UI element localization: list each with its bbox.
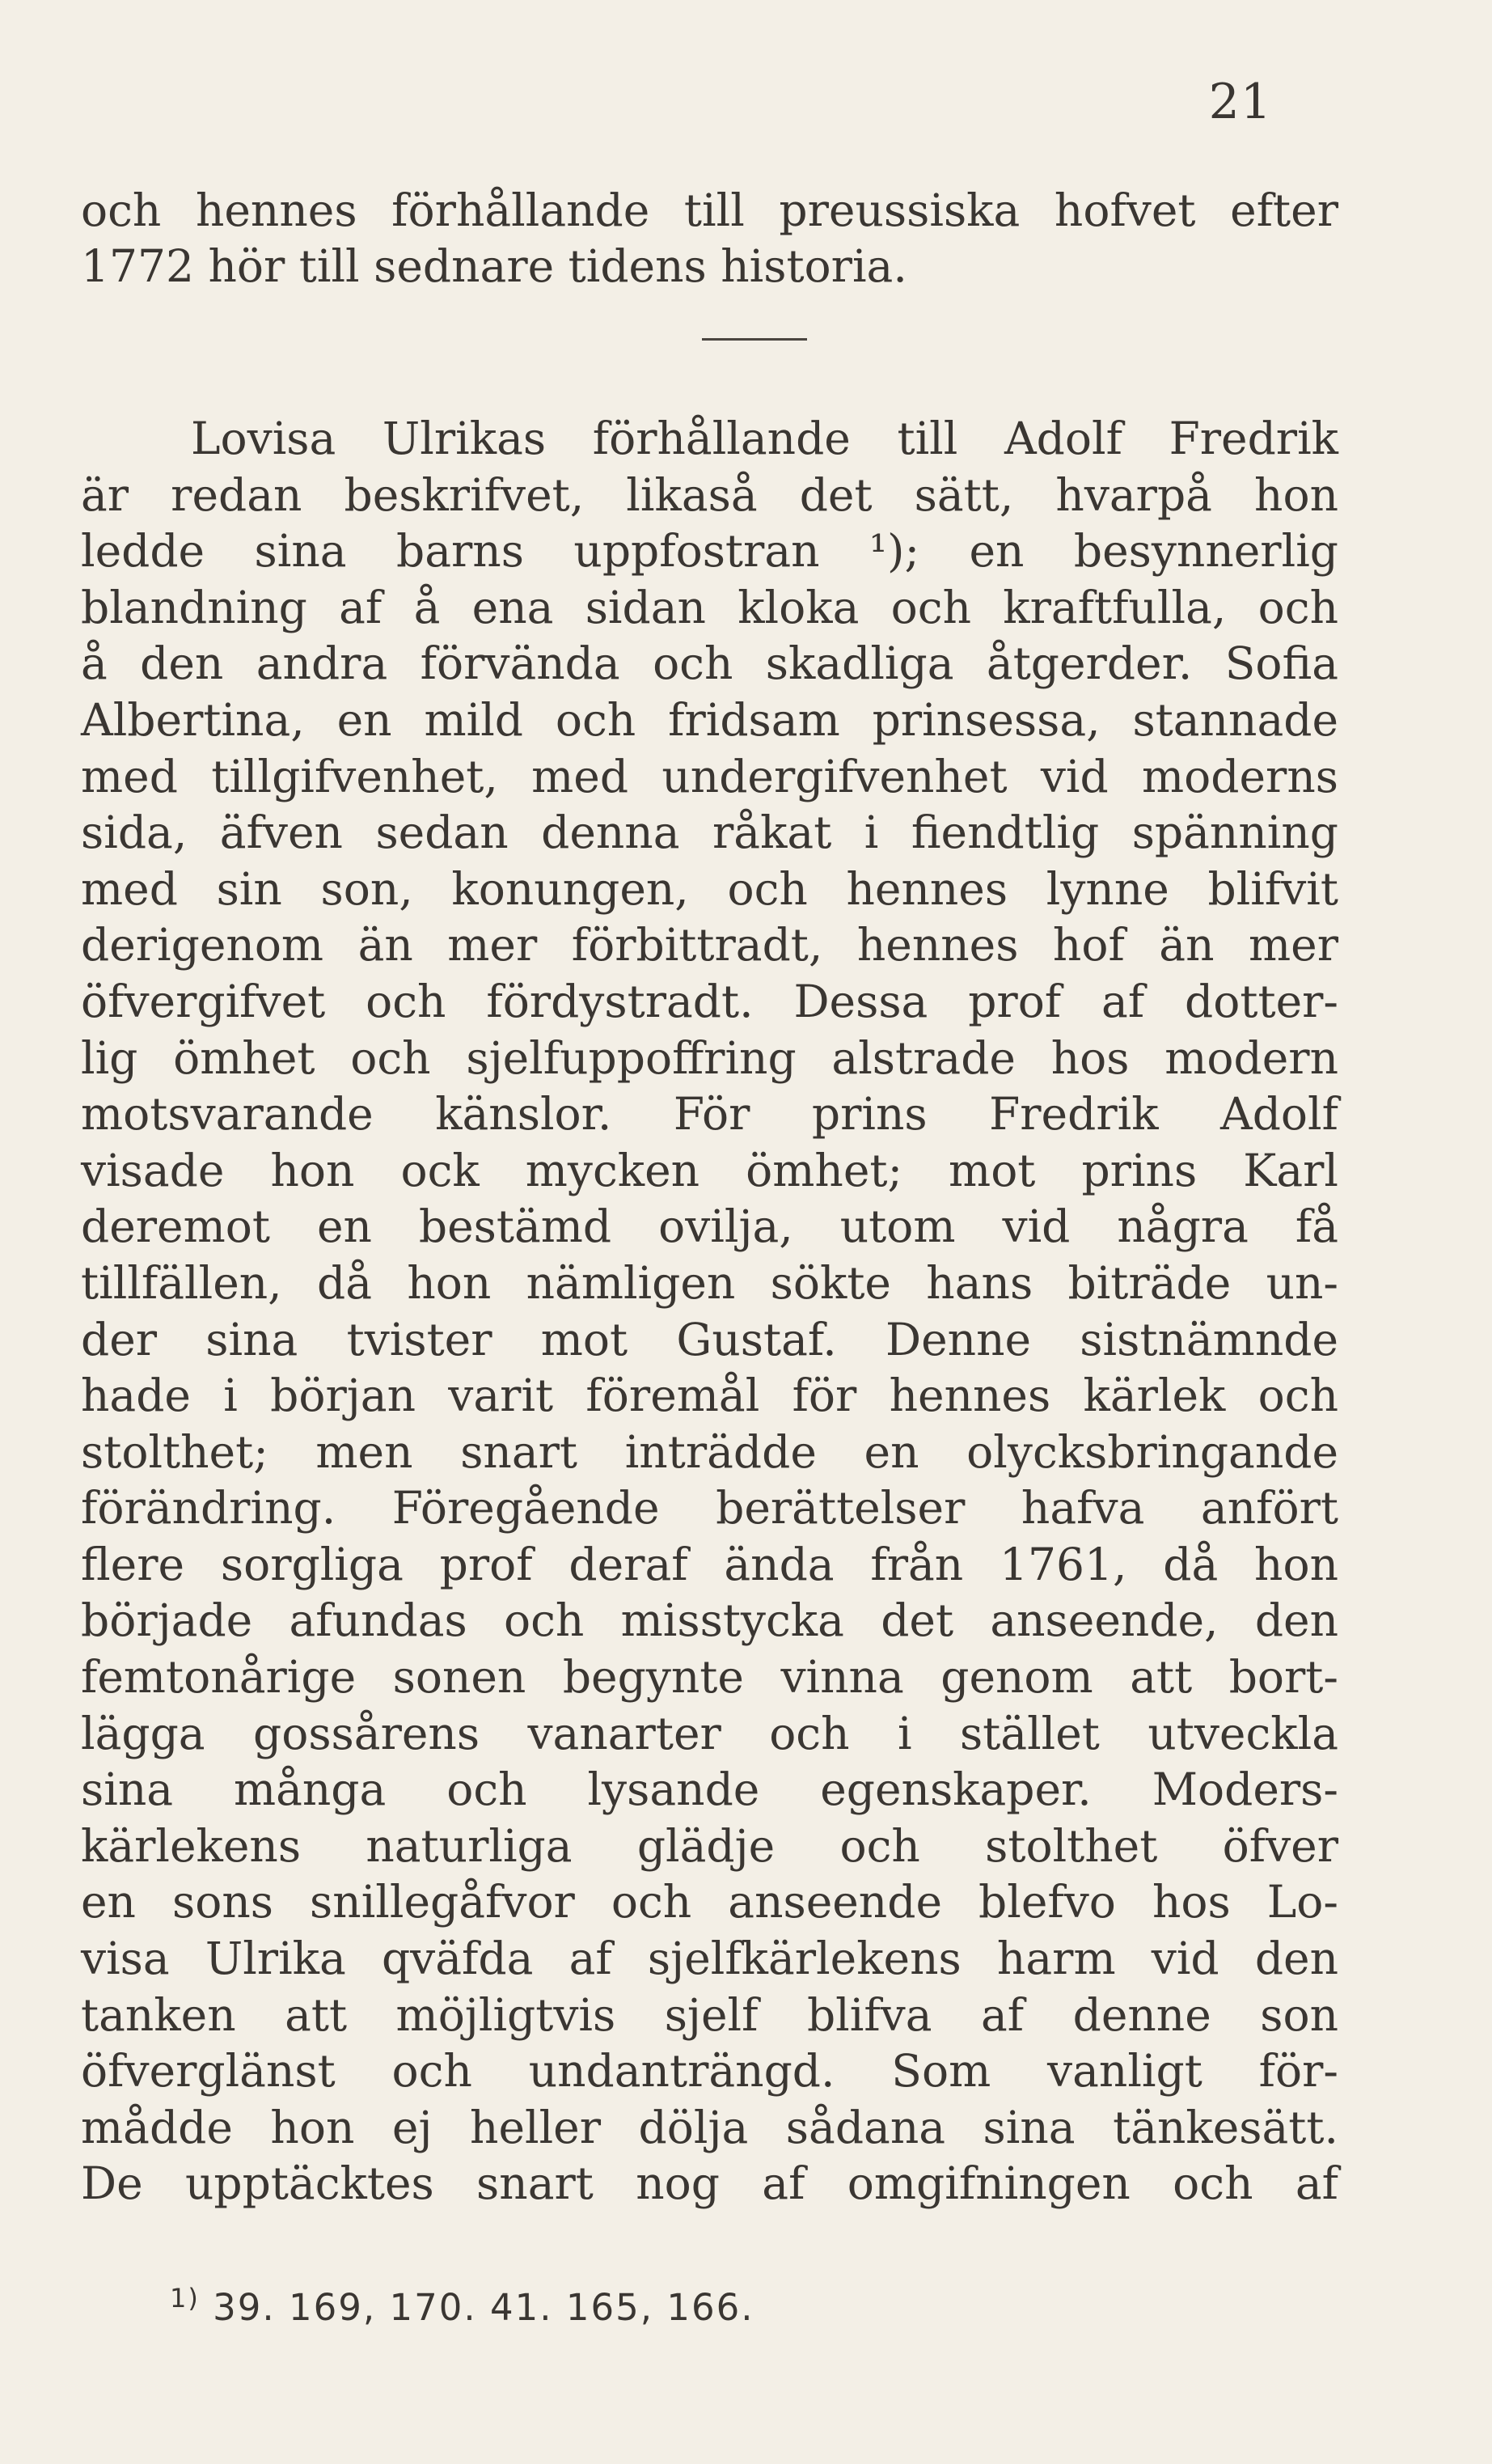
footnote	[170, 2283, 754, 2329]
text-line: och hennes förhållande till preussiska hofvet efter	[81, 184, 1338, 236]
text-line: motsvarande känslor. För prins Fredrik Adolf	[81, 1088, 1338, 1141]
text-line: en sons snillegåfvor och anseende blefvo hos Lo-	[81, 1876, 1338, 1928]
text-line: deremot en bestämd ovilja, utom vid några få	[81, 1200, 1338, 1253]
text-line: lägga gossårens vanarter och i stället utveckla	[81, 1707, 1338, 1759]
text-line: öfvergifvet och fördystradt. Dessa prof af dotter-	[81, 975, 1338, 1027]
text-line: lig ömhet och sjelfuppoffring alstrade hos modern	[81, 1031, 1338, 1084]
text-line: förändring. Föregående berättelser hafva anfört	[81, 1482, 1338, 1535]
text-line: Albertina, en mild och fridsam prinsessa, stannade	[81, 693, 1338, 746]
text-line: der sina tvister mot Gustaf. Denne sistnämnde	[81, 1313, 1338, 1365]
text-line: stolthet; men snart inträdde en olycksbringande	[81, 1425, 1338, 1478]
text-line: 1772 hör till sednare tidens historia.	[81, 240, 907, 292]
text-line: med sin son, konungen, och hennes lynne blifvit	[81, 862, 1338, 915]
footnote-text: 39. 169, 170. 41. 165, 166.	[213, 2286, 754, 2329]
footnote-marker: 1)	[170, 2283, 200, 2314]
page-number: 21	[1208, 74, 1272, 130]
text-line: derigenom än mer förbittradt, hennes hof än mer	[81, 919, 1338, 972]
text-line: kärlekens naturliga glädje och stolthet öfver	[81, 1819, 1338, 1872]
text-line: ledde sina barns uppfostran ¹); en besynnerlig	[81, 525, 1338, 578]
text-line: visade hon ock mycken ömhet; mot prins Karl	[81, 1144, 1338, 1196]
text-line: hade i början varit föremål för hennes kärlek och	[81, 1370, 1338, 1422]
main-paragraph	[81, 411, 1338, 2212]
text-line: sida, äfven sedan denna råkat i fiendtlig spänning	[81, 807, 1338, 859]
section-divider	[702, 338, 807, 341]
text-line: femtonårige sonen begynte vinna genom att bort-	[81, 1651, 1338, 1704]
text-line: med tillgifvenhet, med undergifvenhet vid moderns	[81, 750, 1338, 802]
text-line: började afundas och misstycka det anseende, den	[81, 1594, 1338, 1647]
text-line: mådde hon ej heller dölja sådana sina tänkesätt.	[81, 2101, 1338, 2153]
text-line: öfverglänst och undanträngd. Som vanligt för-	[81, 2045, 1338, 2098]
text-line: är redan beskrifvet, likaså det sätt, hvarpå hon	[81, 468, 1338, 521]
text-line: flere sorgliga prof deraf ända från 1761, då hon	[81, 1538, 1338, 1590]
text-line: å den andra förvända och skadliga åtgerder. Sofia	[81, 637, 1338, 690]
text-line: Lovisa Ulrikas förhållande till Adolf Fredrik	[191, 413, 1338, 464]
intro-paragraph	[81, 183, 1338, 294]
text-line: sina många och lysande egenskaper. Moders-	[81, 1763, 1338, 1816]
text-line: tanken att möjligtvis sjelf blifva af denne son	[81, 1988, 1338, 2041]
text-line: visa Ulrika qväfda af sjelfkärlekens harm vid den	[81, 1933, 1338, 1985]
text-line: De upptäcktes snart nog af omgifningen och af	[81, 2157, 1338, 2210]
text-line: tillfällen, då hon nämligen sökte hans biträde un-	[81, 1256, 1338, 1309]
text-line: blandning af å ena sidan kloka och kraftfulla, och	[81, 581, 1338, 633]
